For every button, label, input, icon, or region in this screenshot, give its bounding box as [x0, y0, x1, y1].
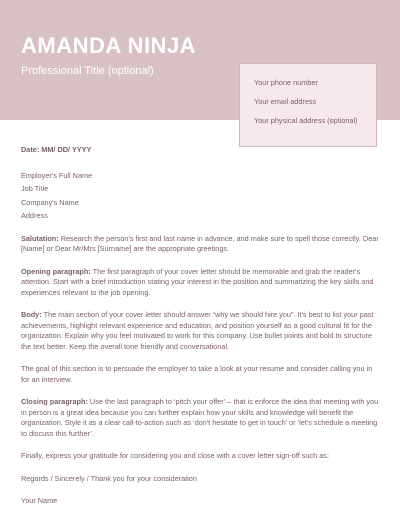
contact-phone: Your phone number — [254, 78, 318, 87]
body-text: The main section of your cover letter should answer “why we should hire you”. It's best to list your past achievements, highlight relevant experience and education, and position yourself as a good cultural fit for the organization. Explain why you feel motivated to work for this company. Use bullet points and bold to structure the text better. Keep the overall tone friendly and conversational. — [21, 310, 374, 351]
opening-text: The first paragraph of your cover letter should be memorable and grab the reader's attention. Start with a brief introduction stating your interest in the position and summarizing the key skills and experiences relevant to the job opening. — [21, 266, 374, 297]
recipient-address: Address — [21, 211, 48, 220]
gratitude-paragraph: Finally, express your gratitude for considering you and close with a cover letter sign-off such as: — [21, 451, 329, 460]
signoff-line: Regards / Sincerely / Thank you for your consideration — [21, 473, 197, 483]
letter-body — [21, 145, 379, 507]
closing-paragraph — [21, 397, 379, 439]
contact-email: Your email address — [254, 97, 317, 106]
recipient-job-title: Job Title — [21, 184, 49, 193]
recipient-name: Employer's Full Name — [21, 170, 93, 180]
recipient-company: Company's Name — [21, 197, 79, 207]
goal-paragraph: The goal of this section is to persuade the employer to take a look at your resume and consider calling you in for an interview. — [21, 364, 373, 384]
contact-box — [239, 63, 377, 147]
signature-name: Your Name — [21, 496, 58, 505]
body-paragraph — [21, 310, 379, 352]
salutation-text: Research the person's first and last name in advance, and make sure to spell those correctly. Dear [Name] or Dear Mr/Mrs [Surname] are the appropriate greetings. — [21, 233, 379, 253]
salutation-label: Salutation: — [21, 233, 59, 243]
contact-address: Your physical address (optional) — [254, 116, 358, 125]
opening-label: Opening paragraph: — [21, 266, 91, 276]
letter-date: Date: MM/ DD/ YYYY — [21, 145, 92, 154]
closing-text: Use the last paragraph to ‘pitch your offer’ – that is enforce the idea that meeting with you in person is a great idea because you can further explain how your skills and knowledge will benefit the organization. Style it as a clear call-to-action such as ‘don't hesitate to get in touch’ or ‘let's schedule a meeting to discuss this further’. — [21, 397, 379, 438]
closing-label: Closing paragraph: — [21, 397, 88, 406]
body-label: Body: — [21, 310, 42, 319]
applicant-name: AMANDA NINJA — [21, 33, 197, 58]
salutation-paragraph — [21, 234, 379, 255]
professional-title: Professional Title (optional) — [21, 65, 154, 77]
recipient-block — [21, 169, 379, 223]
opening-paragraph — [21, 267, 379, 299]
